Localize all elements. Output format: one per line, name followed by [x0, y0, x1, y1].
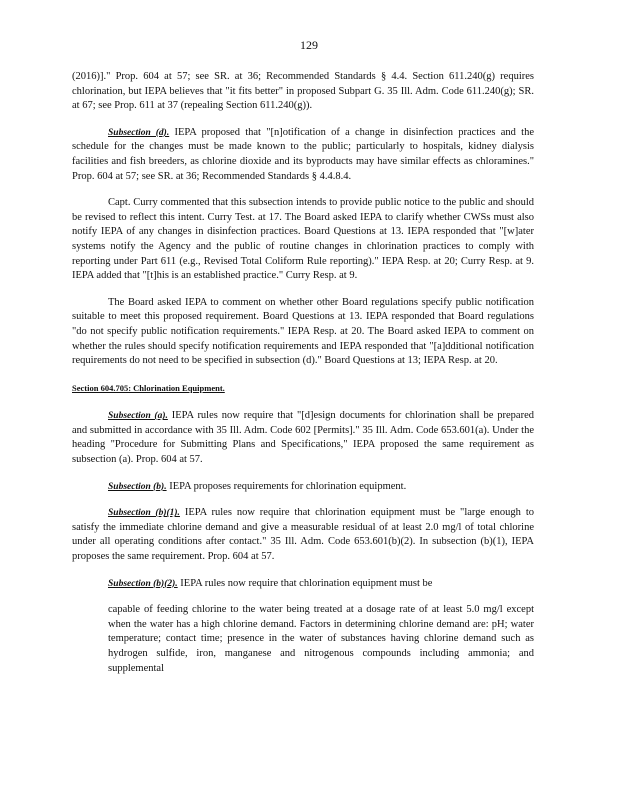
- paragraph-subsection-a: [72, 409, 534, 467]
- subsection-b-text: IEPA proposes requirements for chlorination equipment.: [166, 480, 407, 492]
- section-heading: Section 604.705: Chlorination Equipment.: [72, 382, 225, 393]
- subsection-d-label: Subsection (d).: [108, 127, 170, 138]
- paragraph-subsection-b: [72, 480, 534, 495]
- subsection-a-label: Subsection (a).: [108, 411, 168, 422]
- paragraph-1: (2016)]." Prop. 604 at 57; see SR. at 36; Recommended Standards § 4.4. Section 611.240(g) requires chlorination, but IEPA believes that "it fits better" in proposed Subpart G. 35 Ill. Adm. Code 611.240(g); SR. at 67; see Prop. 611 at 37 (repealing Section 611.240(g)).: [72, 71, 534, 112]
- page-body: [72, 70, 534, 676]
- subsection-b2-label: Subsection (b)(2).: [108, 578, 178, 589]
- paragraph-subsection-b1: [72, 506, 534, 564]
- subsection-b1-text: IEPA rules now require that chlorination equipment must be "large enough to satisfy the immediate chlorine demand and give a measurable residual of at least 2.0 mg/l of total chlorine under all operating conditions after contact." 35 Ill. Adm. Code 653.601(b)(2). In subsection (b)(1), IEPA proposes the same requirement. Prop. 604 at 57.: [72, 507, 534, 563]
- subsection-a-text: IEPA rules now require that "[d]esign documents for chlorination shall be prepared and submitted in accordance with 35 Ill. Adm. Code 602 [Permits]." 35 Ill. Adm. Code 653.601(a). Under the heading "Procedure for Submitting Plans and Specifications," IEPA proposed the same requirement as subsection (a). Prop. 604 at 57.: [72, 410, 534, 466]
- paragraph-subsection-b2: [72, 577, 534, 592]
- paragraph-curry-comment: Capt. Curry commented that this subsection intends to provide public notice to the public and should be revised to reflect this intent. Curry Test. at 17. The Board asked IEPA to clarify whether CWSs must also notify IEPA of any changes in disinfection practices. Board Questions at 13. IEPA responded that "[w]ater systems notify the Agency and the public of routine changes in chlorination practices to comply with reporting under Part 611 (e.g., Revised Total Coliform Rule reporting)." IEPA Resp. at 20; Curry Resp. at 9. IEPA added that "[t]his is an established practice." Curry Resp. at 9.: [72, 197, 534, 282]
- paragraph-board-questions: The Board asked IEPA to comment on whether other Board regulations specify public notification suitable to meet this proposed requirement. Board Questions at 13. IEPA responded that Board regulations "do not specify public notification requirements." IEPA Resp. at 20. The Board asked IEPA to comment on whether the rules should specify notification requirements and IEPA responded that "[a]dditional notification requirements do not need to be specified in subsection (d)." Board Questions at 13; IEPA Resp. at 20.: [72, 296, 534, 367]
- subsection-d-text: IEPA proposed that "[n]otification of a change in disinfection practices and the schedule for the changes must be made known to the public; particularly to hospitals, kidney dialysis facilities and fish breeders, as chlorine dioxide and its byproducts may have similar effects as chloramines." Prop. 604 at 57; see SR. at 36; Recommended Standards § 4.4.8.4.: [72, 126, 534, 182]
- paragraph-subsection-d: [72, 126, 534, 184]
- subsection-b1-label: Subsection (b)(1).: [108, 508, 180, 519]
- subsection-b2-text: IEPA rules now require that chlorination equipment must be: [177, 577, 433, 589]
- block-quote: capable of feeding chlorine to the water being treated at a dosage rate of at least 5.0 mg/l except when the water has a high chlorine demand. Factors in determining chlorine demand are: pH; water temperature; contact time; presence in the water of substances having chlorine demand such as hydrogen sulfide, iron, manganese and nitrogenous compounds including ammonia; and supplemental: [108, 604, 534, 674]
- subsection-b-label: Subsection (b).: [108, 481, 167, 492]
- page-number: 129: [300, 38, 318, 52]
